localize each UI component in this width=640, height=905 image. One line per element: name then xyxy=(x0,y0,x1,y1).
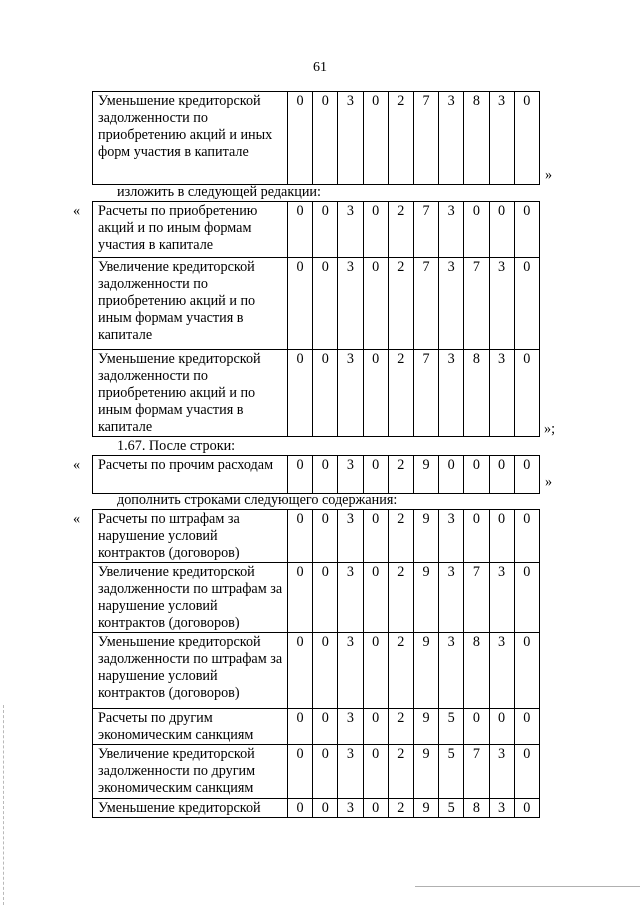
code-digit: 0 xyxy=(288,563,313,633)
code-digit: 3 xyxy=(338,258,363,350)
code-digit: 0 xyxy=(313,799,338,818)
code-digit: 8 xyxy=(464,799,489,818)
code-digit: 3 xyxy=(439,633,464,709)
code-digit: 0 xyxy=(489,456,514,494)
table-row xyxy=(93,456,540,494)
code-digit: 7 xyxy=(464,745,489,799)
code-digit: 0 xyxy=(288,709,313,745)
code-digit: 0 xyxy=(489,510,514,563)
code-digit: 9 xyxy=(413,709,438,745)
code-digit: 7 xyxy=(464,563,489,633)
code-digit: 3 xyxy=(439,202,464,258)
page-number: 61 xyxy=(313,60,327,75)
code-digit: 3 xyxy=(439,92,464,185)
code-digit: 0 xyxy=(313,709,338,745)
code-digit: 8 xyxy=(464,92,489,185)
code-digit: 0 xyxy=(514,563,539,633)
code-digit: 3 xyxy=(338,202,363,258)
code-digit: 0 xyxy=(288,456,313,494)
code-digit: 0 xyxy=(288,202,313,258)
code-digit: 3 xyxy=(338,799,363,818)
code-digit: 0 xyxy=(363,745,388,799)
item-167-text: 1.67. После строки: xyxy=(117,438,236,454)
table-row xyxy=(93,258,540,350)
code-digit: 0 xyxy=(489,709,514,745)
code-digit: 7 xyxy=(413,202,438,258)
code-digit: 0 xyxy=(464,709,489,745)
code-digit: 8 xyxy=(464,633,489,709)
code-digit: 0 xyxy=(514,202,539,258)
code-digit: 0 xyxy=(288,799,313,818)
code-digit: 0 xyxy=(288,350,313,437)
code-digit: 2 xyxy=(388,709,413,745)
row-name: Увеличение кредиторской задолженности по другим экономическим санкциям xyxy=(93,745,288,799)
code-digit: 0 xyxy=(514,350,539,437)
code-digit: 0 xyxy=(313,633,338,709)
code-digit: 5 xyxy=(439,799,464,818)
code-digit: 0 xyxy=(464,456,489,494)
code-digit: 0 xyxy=(514,745,539,799)
replace-intro-text: изложить в следующей редакции: xyxy=(117,184,321,200)
code-digit: 0 xyxy=(313,510,338,563)
code-digit: 0 xyxy=(313,456,338,494)
code-digit: 0 xyxy=(363,563,388,633)
opening-quote: « xyxy=(73,511,81,527)
code-digit: 0 xyxy=(363,510,388,563)
code-digit: 9 xyxy=(413,633,438,709)
code-digit: 0 xyxy=(514,633,539,709)
code-digit: 2 xyxy=(388,510,413,563)
scan-margin-line xyxy=(3,705,4,905)
code-digit: 0 xyxy=(439,456,464,494)
code-digit: 2 xyxy=(388,456,413,494)
code-digit: 5 xyxy=(439,745,464,799)
code-digit: 3 xyxy=(338,709,363,745)
code-digit: 3 xyxy=(338,745,363,799)
code-digit: 2 xyxy=(388,745,413,799)
code-digit: 0 xyxy=(363,350,388,437)
code-digit: 2 xyxy=(388,258,413,350)
code-digit: 3 xyxy=(489,563,514,633)
code-digit: 0 xyxy=(313,258,338,350)
code-digit: 3 xyxy=(489,633,514,709)
code-digit: 0 xyxy=(514,258,539,350)
row-name: Уменьшение кредиторской задолженности по приобретению акций и по иным формам участия в капитале xyxy=(93,350,288,437)
code-digit: 0 xyxy=(514,456,539,494)
row-name: Уменьшение кредиторской xyxy=(93,799,288,818)
code-digit: 0 xyxy=(288,633,313,709)
code-digit: 7 xyxy=(464,258,489,350)
code-digit: 0 xyxy=(313,350,338,437)
code-digit: 0 xyxy=(363,799,388,818)
closing-quote-semicolon: »; xyxy=(544,421,556,437)
row-name: Уменьшение кредиторской задолженности по штрафам за нарушение условий контрактов (договоров) xyxy=(93,633,288,709)
code-digit: 0 xyxy=(363,456,388,494)
code-table-1 xyxy=(92,91,540,185)
code-digit: 0 xyxy=(464,510,489,563)
code-digit: 5 xyxy=(439,709,464,745)
table-row xyxy=(93,510,540,563)
code-digit: 0 xyxy=(464,202,489,258)
code-digit: 3 xyxy=(439,563,464,633)
code-digit: 3 xyxy=(489,745,514,799)
code-digit: 0 xyxy=(514,799,539,818)
code-digit: 0 xyxy=(363,633,388,709)
code-digit: 3 xyxy=(338,563,363,633)
row-name: Увеличение кредиторской задолженности по приобретению акций и по иным формам участия в капитале xyxy=(93,258,288,350)
scan-bottom-line xyxy=(415,886,640,887)
code-digit: 0 xyxy=(514,510,539,563)
code-digit: 0 xyxy=(288,258,313,350)
row-name: Расчеты по приобретению акций и по иным формам участия в капитале xyxy=(93,202,288,258)
closing-quote: » xyxy=(545,167,553,183)
code-digit: 0 xyxy=(313,202,338,258)
code-digit: 0 xyxy=(489,202,514,258)
code-digit: 3 xyxy=(338,92,363,185)
code-digit: 3 xyxy=(338,456,363,494)
table-row xyxy=(93,633,540,709)
row-name: Расчеты по прочим расходам xyxy=(93,456,288,494)
code-digit: 0 xyxy=(363,709,388,745)
table-row xyxy=(93,563,540,633)
code-digit: 2 xyxy=(388,633,413,709)
code-digit: 2 xyxy=(388,799,413,818)
code-digit: 0 xyxy=(313,745,338,799)
code-digit: 9 xyxy=(413,745,438,799)
code-digit: 7 xyxy=(413,258,438,350)
code-digit: 2 xyxy=(388,350,413,437)
table-row xyxy=(93,799,540,818)
opening-quote: « xyxy=(73,203,81,219)
code-digit: 2 xyxy=(388,202,413,258)
code-digit: 3 xyxy=(338,510,363,563)
code-digit: 9 xyxy=(413,799,438,818)
row-name: Расчеты по штрафам за нарушение условий контрактов (договоров) xyxy=(93,510,288,563)
code-digit: 0 xyxy=(363,202,388,258)
closing-quote: » xyxy=(545,474,553,490)
code-digit: 0 xyxy=(363,258,388,350)
code-table-4 xyxy=(92,509,540,818)
code-digit: 0 xyxy=(288,510,313,563)
code-digit: 2 xyxy=(388,563,413,633)
code-digit: 7 xyxy=(413,350,438,437)
code-digit: 0 xyxy=(514,92,539,185)
code-digit: 3 xyxy=(439,350,464,437)
code-digit: 3 xyxy=(439,258,464,350)
code-digit: 0 xyxy=(313,92,338,185)
code-digit: 7 xyxy=(413,92,438,185)
add-rows-text: дополнить строками следующего содержания: xyxy=(117,492,398,508)
code-digit: 0 xyxy=(288,745,313,799)
code-digit: 3 xyxy=(489,92,514,185)
code-digit: 9 xyxy=(413,563,438,633)
table-row xyxy=(93,350,540,437)
table-row xyxy=(93,745,540,799)
code-digit: 9 xyxy=(413,510,438,563)
code-digit: 8 xyxy=(464,350,489,437)
code-digit: 0 xyxy=(514,709,539,745)
code-digit: 3 xyxy=(338,633,363,709)
row-name: Увеличение кредиторской задолженности по штрафам за нарушение условий контрактов (договоров) xyxy=(93,563,288,633)
table-row xyxy=(93,202,540,258)
code-digit: 3 xyxy=(439,510,464,563)
code-digit: 3 xyxy=(489,799,514,818)
row-name: Уменьшение кредиторской задолженности по приобретению акций и иных форм участия в капитале xyxy=(93,92,288,185)
table-row xyxy=(93,709,540,745)
code-table-2 xyxy=(92,201,540,437)
code-digit: 3 xyxy=(489,350,514,437)
table-row xyxy=(93,92,540,185)
code-digit: 0 xyxy=(313,563,338,633)
opening-quote: « xyxy=(73,457,81,473)
code-digit: 9 xyxy=(413,456,438,494)
row-name: Расчеты по другим экономическим санкциям xyxy=(93,709,288,745)
code-digit: 0 xyxy=(363,92,388,185)
code-digit: 3 xyxy=(338,350,363,437)
code-digit: 2 xyxy=(388,92,413,185)
code-digit: 0 xyxy=(288,92,313,185)
code-table-3 xyxy=(92,455,540,494)
code-digit: 3 xyxy=(489,258,514,350)
